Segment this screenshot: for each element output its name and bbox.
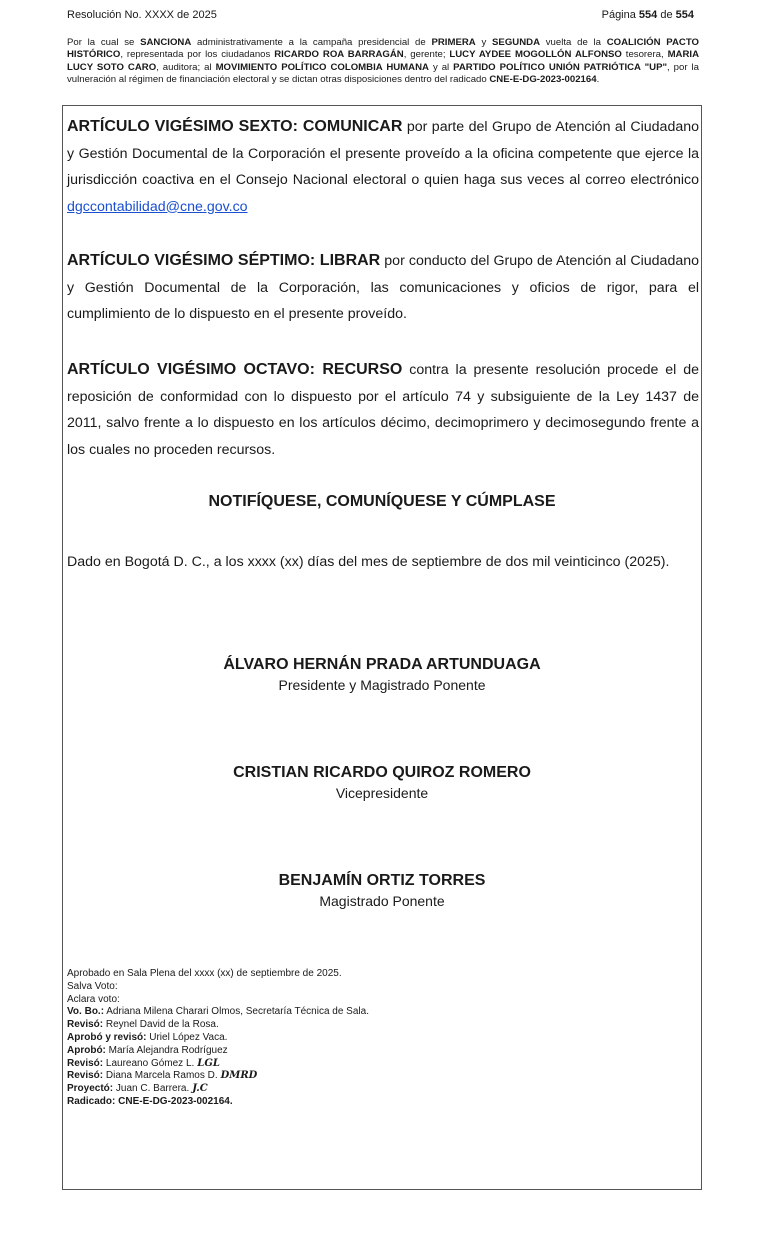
signatory-name: CRISTIAN RICARDO QUIROZ ROMERO <box>233 764 531 781</box>
signatory-name: BENJAMÍN ORTIZ TORRES <box>278 872 486 889</box>
signatory-role: Presidente y Magistrado Ponente <box>278 677 486 693</box>
salva-voto-line: Salva Voto: <box>67 980 118 992</box>
signature-block <box>62 656 702 693</box>
handwritten-initials: J.C <box>192 1083 208 1095</box>
article-27: ARTÍCULO VIGÉSIMO SÉPTIMO: LIBRAR por conducto del Grupo de Atención al Ciudadano y Gestión Documental de la Corporación, las comunicaciones y oficios de rigor, para el cumplimiento de lo dispuesto en el presente proveído. <box>67 252 699 322</box>
footer-line: Proyectó: Juan C. Barrera. J.C <box>67 1083 208 1095</box>
footer-line: Revisó: Diana Marcela Ramos D. DMRD <box>67 1070 258 1082</box>
signature-block <box>62 764 702 801</box>
dated-statement: Dado en Bogotá D. C., a los xxxx (xx) días del mes de septiembre de dos mil veinticinco (2025). <box>67 554 670 570</box>
signatory-role: Vicepresidente <box>335 785 429 801</box>
email-link[interactable]: dgccontabilidad@cne.gov.co <box>67 198 248 215</box>
page-number: Página 554 de 554 <box>601 9 694 21</box>
resolution-preamble: Por la cual se SANCIONA administrativamente a la campaña presidencial de PRIMERA y SEGUNDA vuelta de la COALICIÓN PACTO HISTÓRICO, representada por los ciudadanos RICARDO ROA BARRAGÁN, gerente; LUCY AYDEE MOGOLLÓN ALFONSO tesorera, MARIA LUCY SOTO CARO, auditora; al MOVIMIENTO POLÍTICO COLOMBIA HUMANA y al PARTIDO POLÍTICO UNIÓN PATRIÓTICA "UP", por la vulneración al régimen de financiación electoral y se dictan otras disposiciones dentro del radicado CNE-E-DG-2023-002164. <box>67 37 700 86</box>
handwritten-initials: LGL <box>197 1057 220 1069</box>
signatory-name: ÁLVARO HERNÁN PRADA ARTUNDUAGA <box>223 656 541 673</box>
signature-block <box>62 872 702 909</box>
resolution-number: Resolución No. XXXX de 2025 <box>67 9 217 21</box>
footer-line: Revisó: Laureano Gómez L. LGL <box>67 1057 220 1069</box>
footer-line: Vo. Bo.: Adriana Milena Charari Olmos, Secretaría Técnica de Sala. <box>67 1006 369 1018</box>
article-28: ARTÍCULO VIGÉSIMO OCTAVO: RECURSO contra la presente resolución procede el de reposición de conformidad con lo dispuesto por el artículo 74 y subsiguiente de la Ley 1437 de 2011, salvo frente a lo dispuesto en los artículos décimo, decimoprimero y decimosegundo frente a los cuales no proceden recursos. <box>67 361 699 458</box>
approval-footer <box>67 968 369 1109</box>
footer-line: Aprobó y revisó: Uriel López Vaca. <box>67 1031 228 1043</box>
handwritten-initials: DMRD <box>220 1070 258 1082</box>
article-26: ARTÍCULO VIGÉSIMO SEXTO: COMUNICAR por parte del Grupo de Atención al Ciudadano y Gestión Documental de la Corporación el presente proveído a la oficina competente que ejerce la jurisdicción coactiva en el Consejo Nacional electoral o quien haga sus veces al correo electrónico dgccontabilidad@cne.gov.co <box>67 118 699 215</box>
aclara-voto-line: Aclara voto: <box>67 993 120 1005</box>
footer-line: Revisó: Reynel David de la Rosa. <box>67 1019 219 1031</box>
footer-line: Aprobó: María Alejandra Rodríguez <box>67 1044 228 1056</box>
footer-line: Radicado: CNE-E-DG-2023-002164. <box>67 1095 233 1107</box>
signatory-role: Magistrado Ponente <box>319 893 445 909</box>
approval-line: Aprobado en Sala Plena del xxxx (xx) de septiembre de 2025. <box>67 968 342 979</box>
notification-heading: NOTIFÍQUESE, COMUNÍQUESE Y CÚMPLASE <box>208 493 556 510</box>
